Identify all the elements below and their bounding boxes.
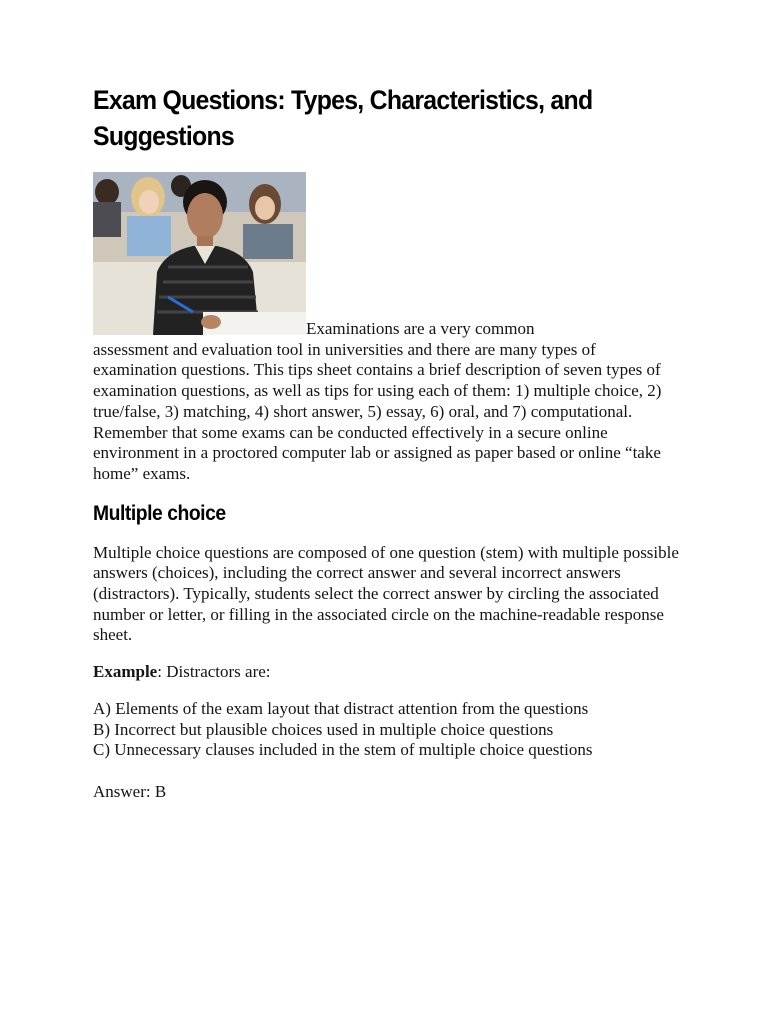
- answer-line: Answer: B: [93, 781, 167, 801]
- option-b: B) Incorrect but plausible choices used in multiple choice questions: [93, 719, 554, 739]
- answer-options: [93, 699, 683, 761]
- intro-first-line: Examinations are a very common: [306, 319, 535, 338]
- example-label: Example: [93, 662, 158, 682]
- document-page: [93, 82, 683, 803]
- intro-block: [93, 172, 683, 485]
- document-title: Exam Questions: Types, Characteristics, and Suggestions: [93, 85, 593, 151]
- option-c: C) Unnecessary clauses included in the stem of multiple choice questions: [93, 740, 593, 760]
- example-text: : Distractors are:: [157, 662, 271, 682]
- multiple-choice-paragraph: Multiple choice questions are composed of one question (stem) with multiple possible answers (choices), including the correct answer and several incorrect answers (distractors). Typically, students select the correct answer by circling the associated number or letter, or filling in the associated circle on the machine-readable response sheet.: [93, 542, 679, 645]
- intro-rest: assessment and evaluation tool in universities and there are many types of examination questions. This tips sheet contains a brief description of seven types of examination questions, as well as tips for using each of them: 1) multiple choice, 2) true/false, 3) matching, 4) short answer, 5) essay, 6) oral, and 7) computational. Remember that some exams can be conducted effectively in a secure online environment in a proctored computer lab or assigned as paper based or online “take home” exams.: [93, 339, 662, 483]
- students-exam-photo: [93, 172, 306, 335]
- intro-paragraph: [93, 319, 683, 485]
- example-line: [93, 662, 683, 683]
- section-heading: Multiple choice: [93, 501, 226, 525]
- option-a: A) Elements of the exam layout that distract attention from the questions: [93, 698, 589, 718]
